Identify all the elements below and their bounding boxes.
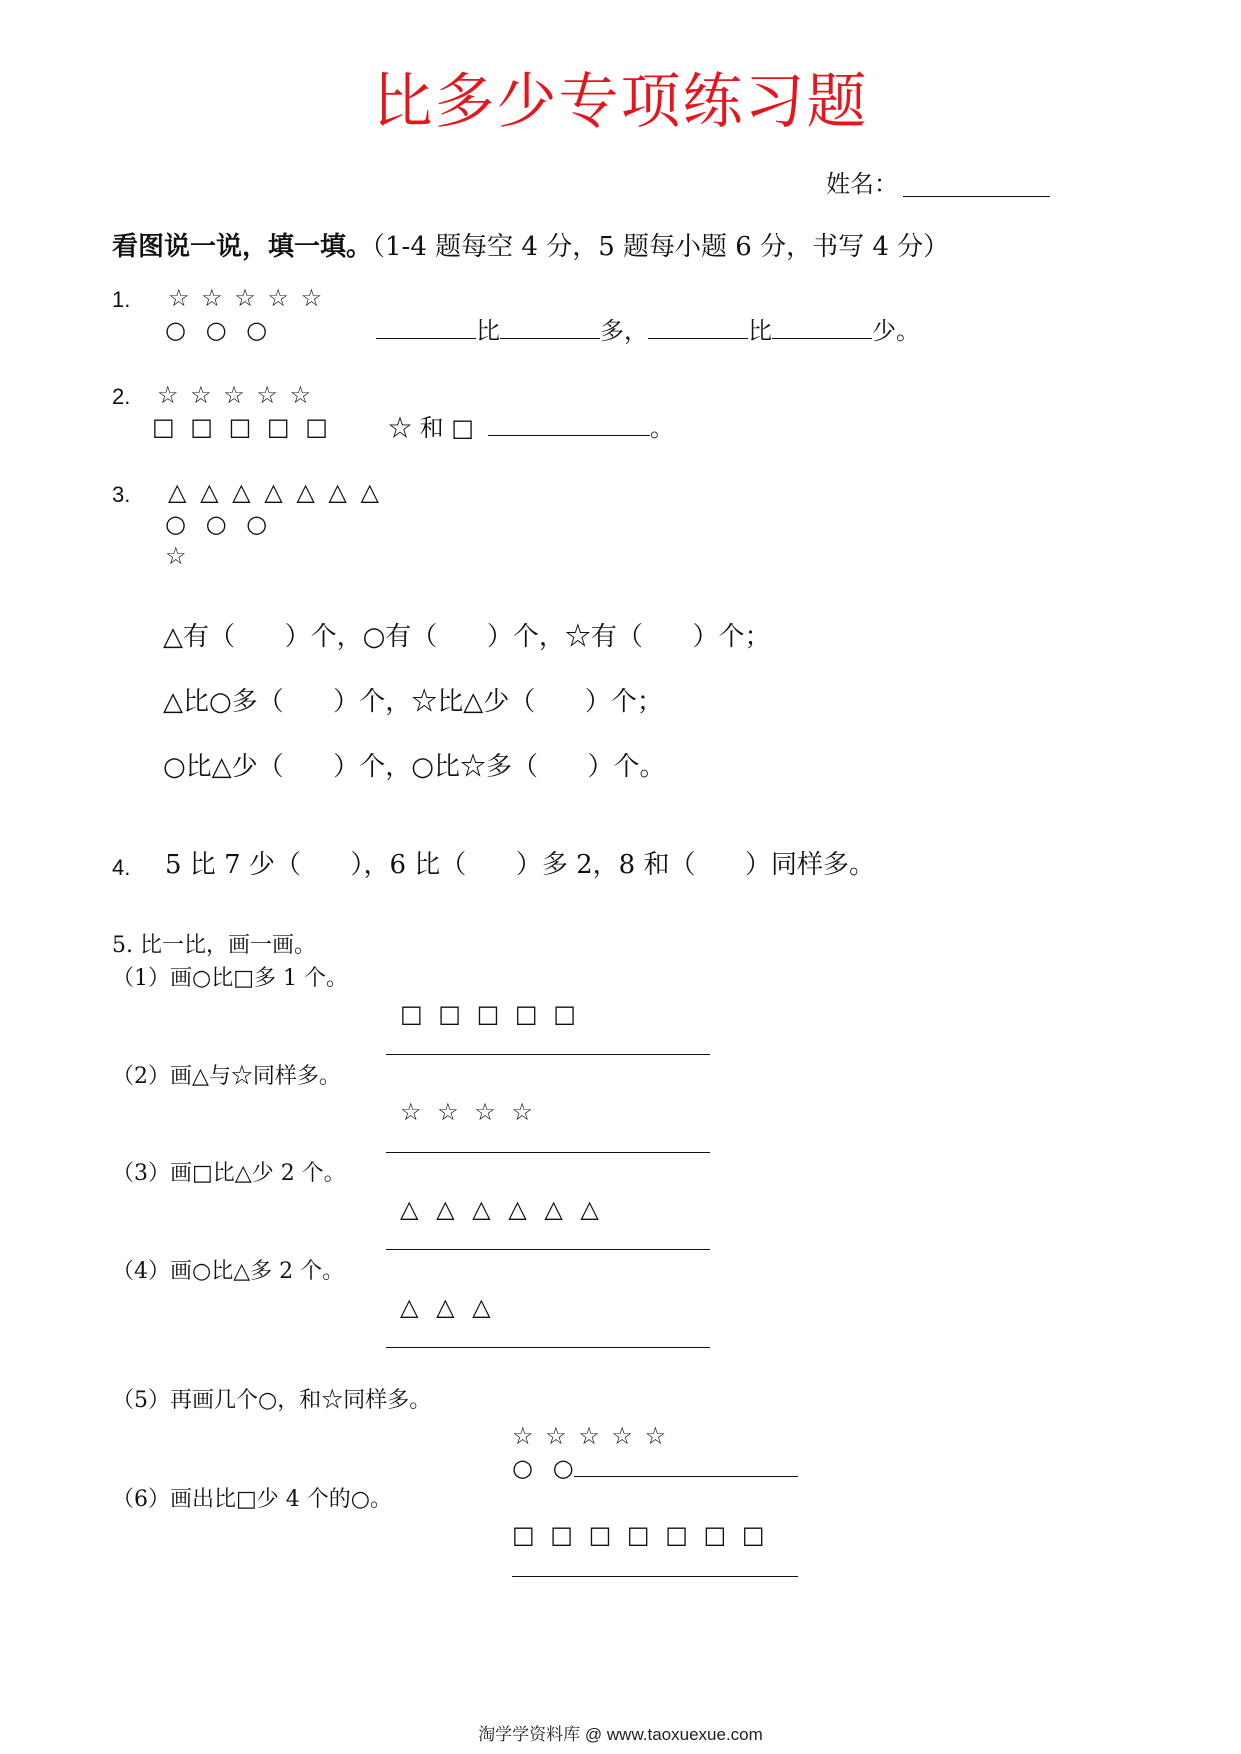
q5-item-6-answer-line[interactable] bbox=[512, 1576, 798, 1577]
instruction-heading: 看图说一说，填一填。 bbox=[112, 232, 373, 262]
q1-blank-1[interactable] bbox=[376, 318, 476, 339]
q5-item-3-answer-line[interactable] bbox=[386, 1249, 710, 1250]
name-blank[interactable] bbox=[903, 196, 1050, 197]
q5-item-1-answer-line[interactable] bbox=[386, 1054, 710, 1055]
q1-word-3: 比 bbox=[748, 317, 772, 345]
q5-item-3-shapes: △ △ △ △ △ △ bbox=[400, 1195, 604, 1223]
q1-sentence bbox=[376, 318, 920, 343]
q1-number: 1. bbox=[112, 287, 131, 312]
q1-stars: ☆ ☆ ☆ ☆ ☆ bbox=[168, 284, 325, 312]
q3-triangles: △ △ △ △ △ △ △ bbox=[168, 478, 382, 506]
q3-number: 3. bbox=[112, 482, 131, 507]
q1-word-1: 比 bbox=[476, 317, 500, 345]
q5-item-1-label: （1）画○比□多 1 个。 bbox=[112, 966, 348, 991]
q5-item-2-label: （2）画△与☆同样多。 bbox=[112, 1064, 341, 1089]
q2-sentence bbox=[388, 415, 674, 440]
page-title: 比多少专项练习题 bbox=[372, 67, 869, 137]
q4-text: 5 比 7 少（ ），6 比（ ）多 2，8 和（ ）同样多。 bbox=[165, 850, 876, 880]
q1-blank-4[interactable] bbox=[772, 318, 872, 339]
q2-squares: □ □ □ □ □ bbox=[152, 413, 332, 441]
q2-compare: ☆ 和 □ bbox=[388, 414, 474, 442]
q1-circles: ○ ○ ○ bbox=[165, 316, 274, 344]
q5-item-3-label: （3）画□比△少 2 个。 bbox=[112, 1161, 346, 1186]
q5-item-4-shapes: △ △ △ bbox=[400, 1293, 496, 1321]
q2-number: 2. bbox=[112, 384, 131, 409]
q5-item-4-answer-line[interactable] bbox=[386, 1347, 710, 1348]
q5-item-2-shapes: ☆ ☆ ☆ ☆ bbox=[400, 1098, 537, 1126]
q5-item-1-shapes: □ □ □ □ □ bbox=[400, 1000, 580, 1028]
q5-heading: 5. 比一比，画一画。 bbox=[112, 933, 316, 958]
q3-line-2: △比○多（ ）个，☆比△少（ ）个； bbox=[163, 687, 663, 717]
q2-stars: ☆ ☆ ☆ ☆ ☆ bbox=[157, 381, 314, 409]
q1-word-2: 多， bbox=[600, 317, 648, 345]
q5-item-2-answer-line[interactable] bbox=[386, 1152, 710, 1153]
q4-number: 4. bbox=[112, 855, 131, 880]
instruction-note: （1-4 题每空 4 分，5 题每小题 6 分，书写 4 分） bbox=[372, 232, 950, 262]
q5-item-5-stars: ☆ ☆ ☆ ☆ ☆ bbox=[512, 1422, 669, 1450]
q1-blank-2[interactable] bbox=[500, 318, 600, 339]
q5-item-5-circles: ○ ○ bbox=[512, 1454, 580, 1482]
q5-item-6-shapes: □ □ □ □ □ □ □ bbox=[512, 1521, 769, 1549]
name-label: 姓名： bbox=[826, 170, 898, 198]
q5-item-4-label: （4）画○比△多 2 个。 bbox=[112, 1259, 345, 1284]
footer-text: 淘学学资料库 @ www.taoxuexue.com bbox=[478, 1725, 763, 1744]
q3-line-3: ○比△少（ ）个，○比☆多（ ）个。 bbox=[163, 752, 666, 782]
q5-item-5-label: （5）再画几个○，和☆同样多。 bbox=[112, 1388, 432, 1413]
q2-blank[interactable] bbox=[488, 415, 650, 436]
instruction bbox=[112, 234, 949, 260]
q3-circles: ○ ○ ○ bbox=[165, 510, 274, 538]
q1-blank-3[interactable] bbox=[648, 318, 748, 339]
q2-end: 。 bbox=[649, 414, 674, 442]
q3-star: ☆ bbox=[165, 542, 187, 570]
q3-line-1: △有（ ）个，○有（ ）个，☆有（ ）个； bbox=[163, 622, 771, 652]
q5-item-6-label: （6）画出比□少 4 个的○。 bbox=[112, 1487, 392, 1512]
q5-item-5-answer-line[interactable] bbox=[574, 1476, 798, 1477]
q1-word-4: 少。 bbox=[872, 317, 920, 345]
